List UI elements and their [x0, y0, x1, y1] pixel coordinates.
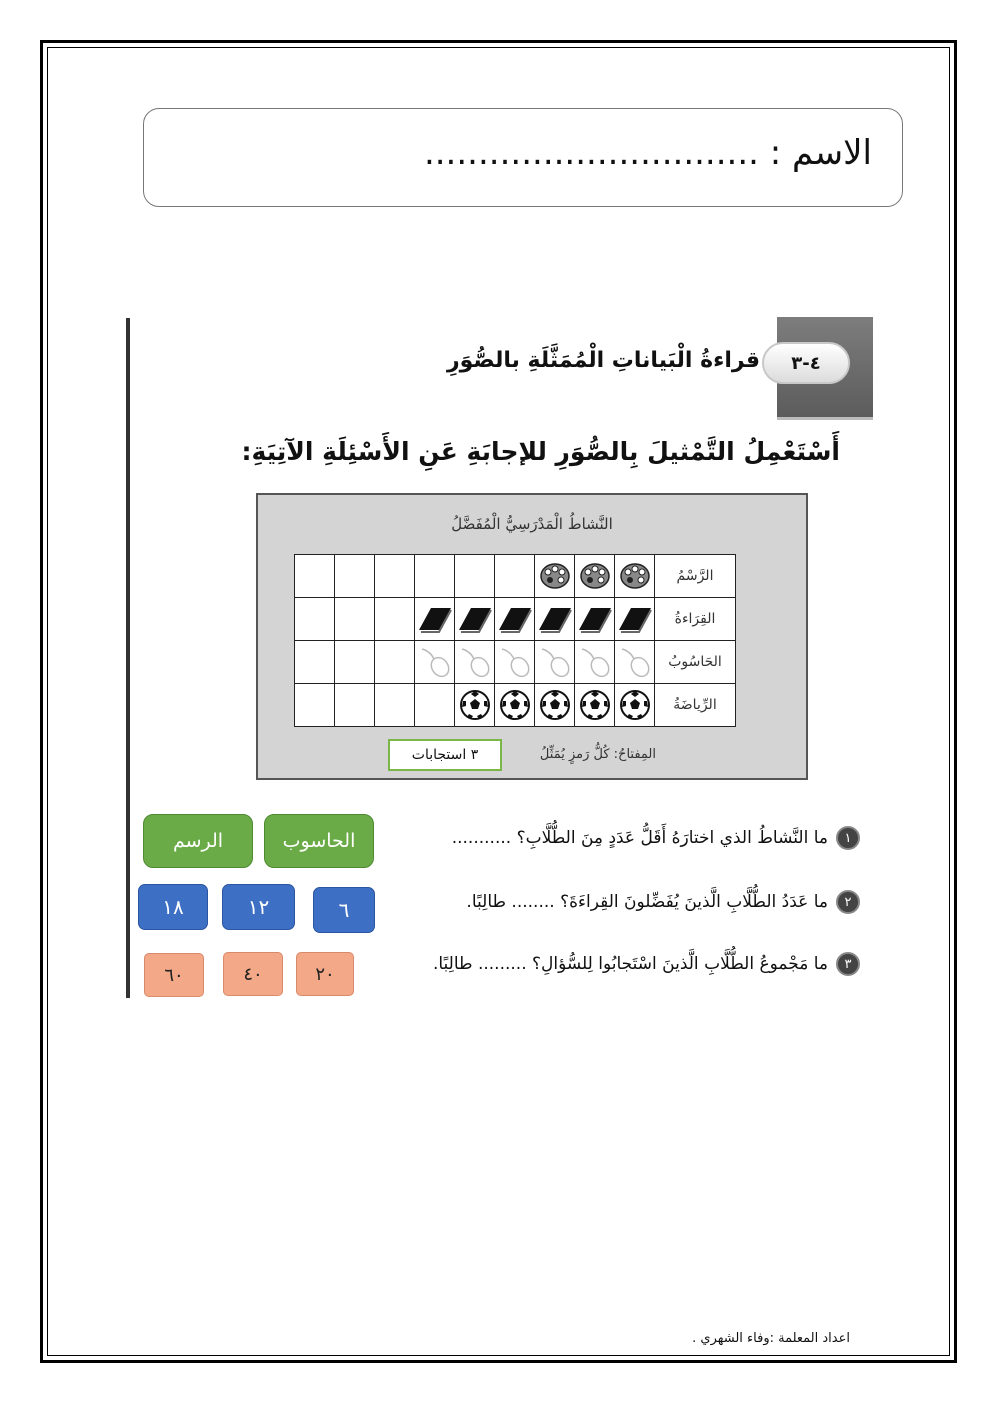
- pictograph-empty-cell: [455, 555, 495, 598]
- name-label: الاسم : ...............................: [423, 133, 872, 173]
- paint-palette-icon: [615, 555, 655, 598]
- soccer-ball-icon: [455, 684, 495, 727]
- open-book-icon: [495, 598, 535, 641]
- paint-palette-icon: [535, 555, 575, 598]
- pictograph-title: النَّشاطُ الْمَدْرَسِيُّ الْمُفَضَّلُ: [451, 515, 613, 533]
- pictograph-empty-cell: [375, 598, 415, 641]
- answer-option-60[interactable]: ٦٠: [144, 953, 204, 997]
- answer-option-40[interactable]: ٤٠: [223, 952, 283, 996]
- question-number-2: ٢: [836, 890, 860, 914]
- pictograph-key-value: ٣ استجابات: [388, 739, 502, 771]
- open-book-icon: [455, 598, 495, 641]
- lesson-number-badge: ٤-٣: [762, 342, 850, 384]
- computer-mouse-icon: [535, 641, 575, 684]
- computer-mouse-icon: [415, 641, 455, 684]
- pictograph-row-label: الحَاسُوبُ: [655, 641, 736, 684]
- pictograph-empty-cell: [335, 684, 375, 727]
- soccer-ball-icon: [575, 684, 615, 727]
- pictograph-row-label: الرِّياضَةُ: [655, 684, 736, 727]
- lesson-title: قراءةُ الْبَياناتِ الْمُمَثَّلَةِ بالصُّوَرِ: [446, 348, 760, 373]
- pictograph-key-label: المِفتاحُ: كُلُّ رَمزٍ يُمَثِّلُ: [539, 747, 656, 762]
- pictograph-empty-cell: [375, 641, 415, 684]
- pictograph-row: [295, 555, 736, 598]
- pictograph-row: [295, 684, 736, 727]
- pictograph-empty-cell: [495, 555, 535, 598]
- pictograph-empty-cell: [295, 598, 335, 641]
- pictograph-empty-cell: [415, 684, 455, 727]
- paint-palette-icon: [575, 555, 615, 598]
- answer-option-12[interactable]: ١٢: [222, 884, 295, 930]
- question-text-3: ما مَجْموعُ الطُّلَّابِ الَّذينَ اسْتَجابُوا لِلسُّؤالِ؟ ......... طالِبًا.: [432, 954, 828, 974]
- question-text-2: ما عَدَدُ الطُّلَّابِ الَّذينَ يُفَضِّلونَ القِراءَةَ؟ ........ طالِبًا.: [466, 892, 828, 912]
- open-book-icon: [615, 598, 655, 641]
- answer-option-6[interactable]: ٦: [313, 887, 375, 933]
- open-book-icon: [575, 598, 615, 641]
- answer-option-computer[interactable]: الحاسوب: [264, 814, 374, 868]
- computer-mouse-icon: [455, 641, 495, 684]
- open-book-icon: [535, 598, 575, 641]
- answer-option-drawing[interactable]: الرسم: [143, 814, 253, 868]
- question-2: [466, 890, 860, 914]
- pictograph-row-label: القِرَاءةُ: [655, 598, 736, 641]
- answer-option-18[interactable]: ١٨: [138, 884, 208, 930]
- pictograph-empty-cell: [375, 555, 415, 598]
- teacher-credit: اعداد المعلمة :وفاء الشهري .: [692, 1331, 850, 1346]
- pictograph-panel: [256, 493, 808, 780]
- soccer-ball-icon: [535, 684, 575, 727]
- pictograph-empty-cell: [295, 684, 335, 727]
- section-side-rule: [126, 318, 130, 998]
- pictograph-empty-cell: [415, 555, 455, 598]
- pictograph-row-label: الرَّسْمُ: [655, 555, 736, 598]
- pictograph-empty-cell: [335, 555, 375, 598]
- question-number-3: ٣: [836, 952, 860, 976]
- pictograph-grid: [294, 554, 736, 727]
- pictograph-empty-cell: [335, 598, 375, 641]
- pictograph-empty-cell: [335, 641, 375, 684]
- pictograph-empty-cell: [295, 555, 335, 598]
- answer-option-20[interactable]: ٢٠: [296, 952, 354, 996]
- pictograph-row: [295, 598, 736, 641]
- question-1: [452, 826, 860, 850]
- open-book-icon: [415, 598, 455, 641]
- computer-mouse-icon: [495, 641, 535, 684]
- pictograph-row: [295, 641, 736, 684]
- name-field-box[interactable]: [143, 108, 903, 207]
- computer-mouse-icon: [575, 641, 615, 684]
- soccer-ball-icon: [495, 684, 535, 727]
- question-number-1: ١: [836, 826, 860, 850]
- question-3: [433, 952, 860, 976]
- pictograph-empty-cell: [375, 684, 415, 727]
- pictograph-empty-cell: [295, 641, 335, 684]
- question-text-1: ما النَّشاطُ الذي اختارَهُ أَقَلُّ عَدَدٍ مِنَ الطُّلَّابِ؟ ...........: [451, 828, 828, 848]
- computer-mouse-icon: [615, 641, 655, 684]
- instruction-text: أَسْتَعْمِلُ التَّمْثيلَ بِالصُّوَرِ للإجابَةِ عَنِ الأَسْئِلَةِ الآتِيَةِ:: [241, 437, 840, 466]
- soccer-ball-icon: [615, 684, 655, 727]
